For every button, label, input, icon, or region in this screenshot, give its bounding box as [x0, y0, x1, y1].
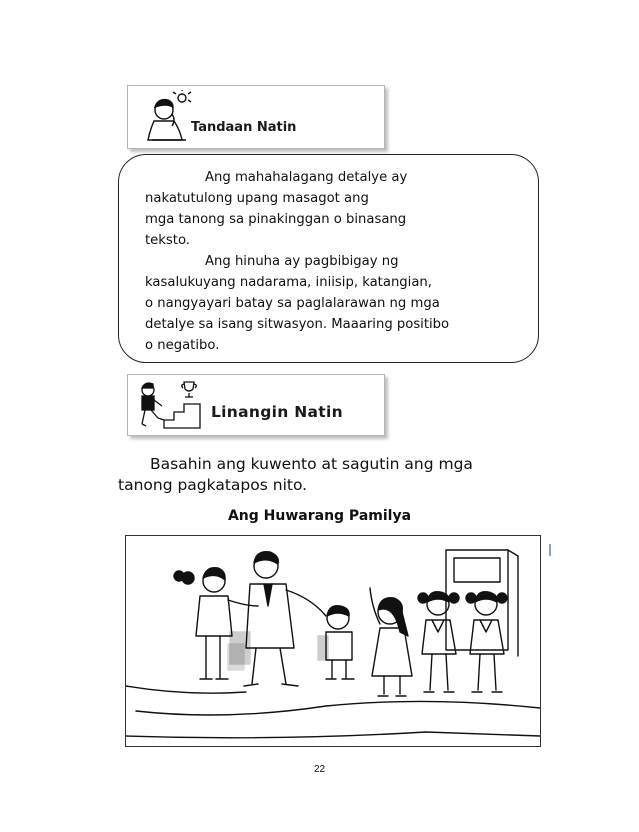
note-line-3: mga tanong sa pinakinggan o binasang	[145, 212, 407, 227]
note-line-9: o negatibo.	[145, 338, 220, 353]
story-title: Ang Huwarang Pamilya	[227, 508, 412, 524]
note-line-5: Ang hinuha ay pagbibigay ng	[205, 254, 399, 269]
note-line-1: Ang mahahalagang detalye ay	[205, 170, 408, 185]
note-line-7: o nangyayari batay sa paglalarawan ng mga	[145, 296, 440, 311]
note-box	[118, 154, 539, 363]
tandaan-natin-title: Tandaan Natin	[191, 120, 297, 135]
edge-mark	[549, 544, 551, 556]
note-line-6: kasalukuyang nadarama, iniisip, katangian,	[145, 275, 432, 290]
page-number: 22	[313, 764, 326, 775]
note-line-2: nakatutulong upang masagot ang	[145, 191, 369, 206]
note-line-8: detalye sa isang sitwasyon. Maaaring positibo	[145, 317, 450, 332]
note-line-4: teksto.	[145, 233, 190, 248]
linangin-natin-title: Linangin Natin	[211, 403, 343, 421]
thinking-boy-icon	[142, 90, 192, 146]
instruction-line-1: Basahin ang kuwento at sagutin ang mga	[150, 455, 473, 473]
linangin-natin-banner	[127, 374, 385, 436]
boy-climbing-stairs-icon	[136, 378, 208, 432]
instruction-line-2: tanong pagkatapos nito.	[118, 476, 308, 494]
tandaan-natin-banner	[127, 85, 385, 149]
family-at-school-illustration	[125, 535, 541, 747]
